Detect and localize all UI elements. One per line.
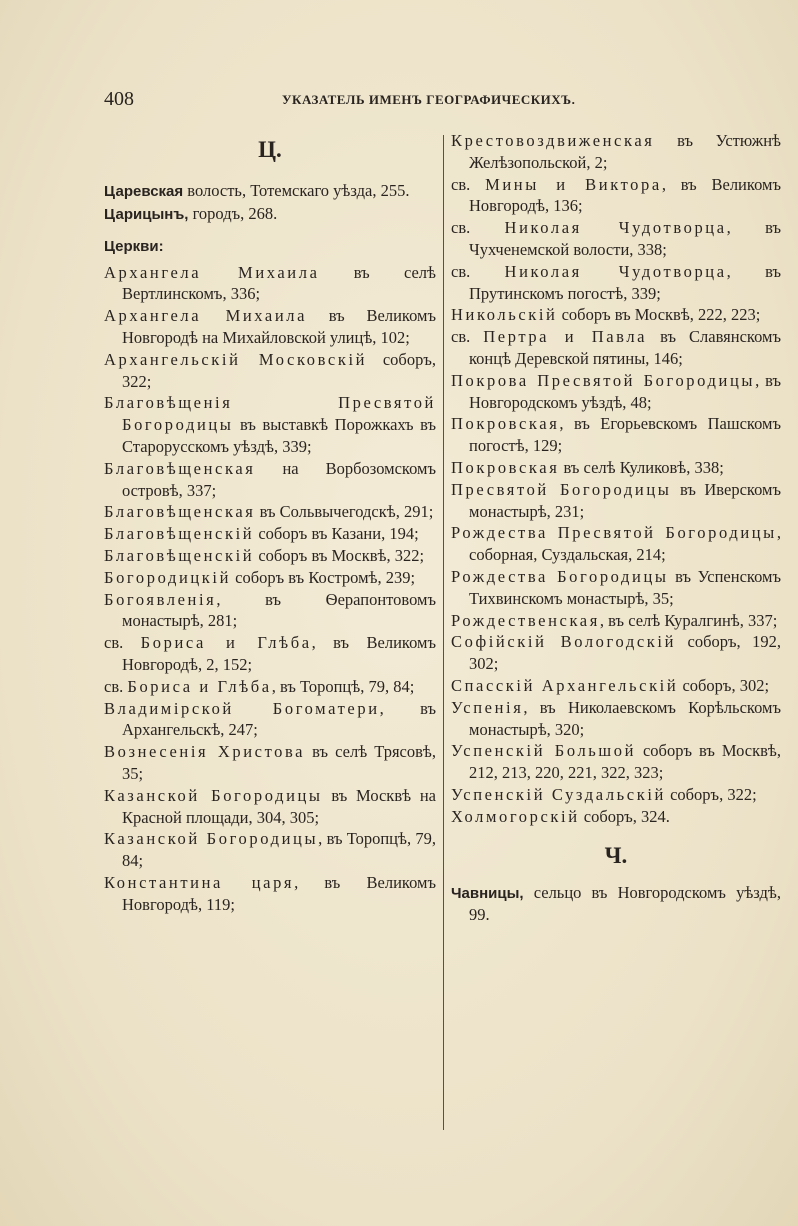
page-number: 408 bbox=[104, 88, 134, 110]
church-entry: Благовѣщенія Пресвятой Богородицы въ выставкѣ Порожкахъ въ Старорусскомъ уѣздѣ, 339; bbox=[104, 393, 436, 456]
left-column bbox=[104, 130, 436, 916]
subheading-churches: Церкви: bbox=[104, 237, 164, 255]
church-entry: Крестовоздвиженская въ Устюжнѣ Желѣзопольской, 2; bbox=[451, 131, 781, 172]
church-entry: Спасскій Архангельскій соборъ, 302; bbox=[451, 675, 770, 695]
church-entry: Софійскій Вологодскій соборъ, 192, 302; bbox=[451, 632, 781, 674]
church-entry: Благовѣщенская въ Сольвычегодскѣ, 291; bbox=[104, 502, 434, 522]
church-entry: Рождественская, въ селѣ Куралгинѣ, 337; bbox=[451, 610, 778, 630]
index-entry: Царицынъ, городъ, 268. bbox=[104, 203, 278, 223]
church-entry: Архангельскій Московскій соборъ, 322; bbox=[104, 349, 436, 391]
page-header bbox=[104, 88, 704, 112]
church-entry: Пресвятой Богородицы въ Иверскомъ монастырѣ, 231; bbox=[451, 479, 781, 521]
church-entry: Рождества Богородицы въ Успенскомъ Тихвинскомъ монастырѣ, 35; bbox=[451, 566, 781, 608]
church-entry: Константина царя, въ Великомъ Новгородѣ, 119; bbox=[104, 872, 436, 914]
church-entry: Покровская въ селѣ Куликовѣ, 338; bbox=[451, 457, 724, 477]
church-entry: Успенскій Суздальскій соборъ, 322; bbox=[451, 784, 757, 804]
church-entry: Никольскій соборъ въ Москвѣ, 222, 223; bbox=[451, 305, 761, 325]
index-entry: Царевская волость, Тотемскаго уѣзда, 255. bbox=[104, 181, 410, 200]
church-entry: Рождества Пресвятой Богородицы, соборная, Суздальская, 214; bbox=[451, 523, 781, 565]
church-entry: Благовѣщенскій соборъ въ Казани, 194; bbox=[104, 524, 419, 544]
section-letter-ts: Ц. bbox=[258, 137, 282, 162]
church-entry: св. Пертра и Павла въ Славянскомъ концѣ Деревской пятины, 146; bbox=[451, 327, 781, 368]
church-entry: св. Николая Чудотворца, въ Прутинскомъ погостѣ, 339; bbox=[451, 261, 781, 303]
church-entry: св. Бориса и Глѣба, въ Великомъ Новгородѣ, 2, 152; bbox=[104, 633, 436, 674]
church-entry: Архангела Михаила въ селѣ Вертлинскомъ, 336; bbox=[104, 262, 436, 304]
church-entry: св. Николая Чудотворца, въ Чухченемской волости, 338; bbox=[451, 218, 781, 259]
section-letter-ch: Ч. bbox=[604, 842, 628, 868]
running-head: УКАЗАТЕЛЬ ИМЕНЪ ГЕОГРАФИЧЕСКИХЪ. bbox=[282, 92, 576, 107]
church-entry: Вознесенія Христова въ селѣ Трясовѣ, 35; bbox=[104, 742, 436, 783]
index-entry: Чавницы, сельцо въ Новгородскомъ уѣздѣ, 99. bbox=[451, 882, 781, 925]
church-entry: Богородицкій соборъ въ Костромѣ, 239; bbox=[104, 567, 416, 587]
column-divider bbox=[443, 135, 444, 1130]
church-entry: Богоявленія, въ Ѳерапонтовомъ монастырѣ, 281; bbox=[104, 589, 436, 631]
right-column bbox=[451, 130, 781, 926]
church-entry: Успенскій Большой соборъ въ Москвѣ, 212, 213, 220, 221, 322, 323; bbox=[451, 741, 781, 783]
church-entry: Благовѣщенскій соборъ въ Москвѣ, 322; bbox=[104, 545, 425, 565]
church-entry: Казанской Богородицы, въ Торопцѣ, 79, 84; bbox=[104, 829, 436, 871]
church-entry: св. Мины и Виктора, въ Великомъ Новгородѣ, 136; bbox=[451, 174, 781, 216]
church-entry: Архангела Михаила въ Великомъ Новгородѣ на Михайловской улицѣ, 102; bbox=[104, 306, 436, 347]
church-entry: Холмогорскій соборъ, 324. bbox=[451, 806, 670, 826]
church-entry: Успенія, въ Николаевскомъ Корѣльскомъ монастырѣ, 320; bbox=[451, 697, 781, 739]
church-entry: Покрова Пресвятой Богородицы, въ Новгородскомъ уѣздѣ, 48; bbox=[451, 370, 781, 412]
church-entry: Покровская, въ Егорьевскомъ Пашскомъ погостѣ, 129; bbox=[451, 414, 781, 456]
church-entry: св. Бориса и Глѣба, въ Торопцѣ, 79, 84; bbox=[104, 676, 415, 696]
church-entry: Казанской Богородицы въ Москвѣ на Красной площади, 304, 305; bbox=[104, 785, 436, 827]
church-entry: Владимірской Богоматери, въ Архангельскѣ, 247; bbox=[104, 698, 436, 740]
church-entry: Благовѣщенская на Ворбозомскомъ островѣ, 337; bbox=[104, 458, 436, 500]
